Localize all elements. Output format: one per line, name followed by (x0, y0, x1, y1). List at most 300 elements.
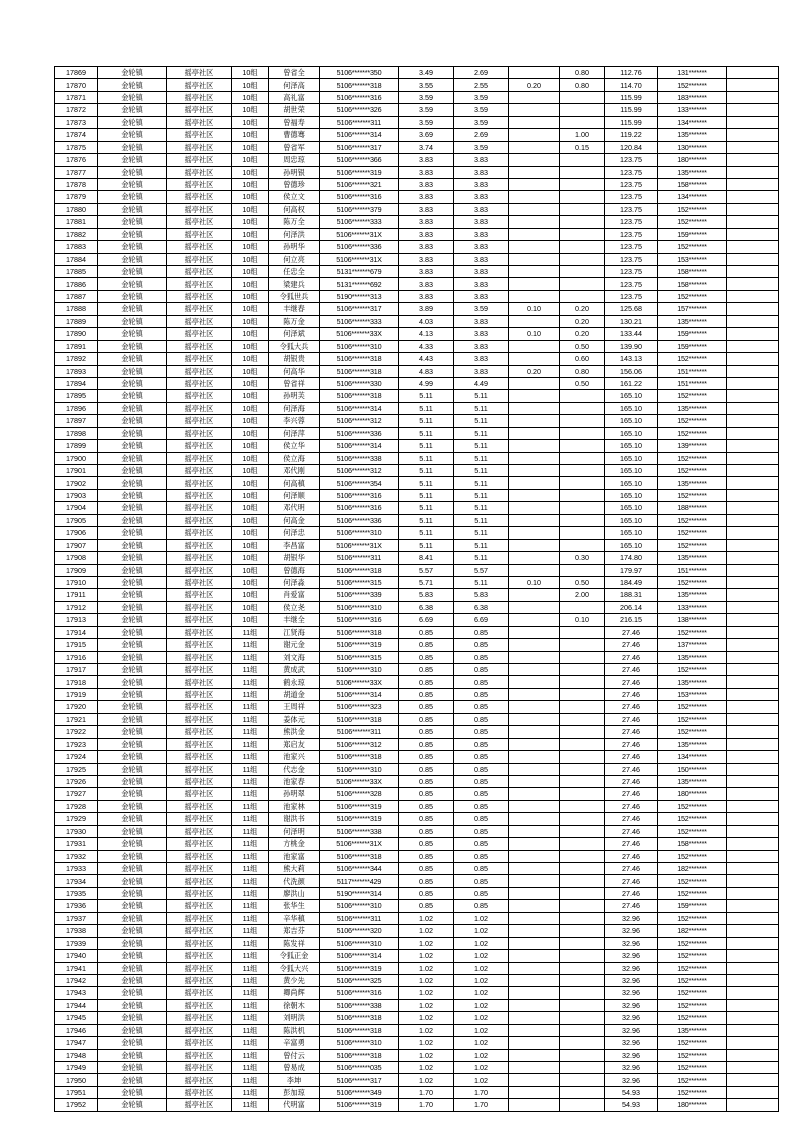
cell-amount3 (509, 813, 560, 825)
cell-amount4 (560, 751, 605, 763)
cell-town: 金轮镇 (98, 850, 167, 862)
cell-extra (727, 1024, 779, 1036)
table-row (55, 91, 779, 103)
cell-amount1: 5.71 (399, 576, 454, 588)
cell-amount2: 3.83 (454, 203, 509, 215)
cell-town: 金轮镇 (98, 502, 167, 514)
cell-extra (727, 328, 779, 340)
cell-amount1: 3.83 (399, 166, 454, 178)
cell-id-card: 5106*******315 (320, 651, 399, 663)
table-row (55, 502, 779, 514)
cell-id-card: 5117*******429 (320, 875, 399, 887)
cell-amount4 (560, 813, 605, 825)
cell-amount1: 3.74 (399, 141, 454, 153)
cell-id: 17929 (55, 813, 98, 825)
cell-extra (727, 79, 779, 91)
cell-id-card: 5106*******318 (320, 1012, 399, 1024)
cell-id-card: 5106*******318 (320, 390, 399, 402)
cell-amount5: 32.96 (605, 950, 658, 962)
cell-name: 何高权 (269, 203, 320, 215)
cell-name: 何泽海 (269, 402, 320, 414)
cell-group: 11组 (232, 1062, 269, 1074)
cell-town: 金轮镇 (98, 775, 167, 787)
cell-town: 金轮镇 (98, 688, 167, 700)
cell-amount4 (560, 887, 605, 899)
cell-town: 金轮镇 (98, 1086, 167, 1098)
cell-amount1: 3.89 (399, 303, 454, 315)
cell-town: 金轮镇 (98, 838, 167, 850)
cell-amount3 (509, 216, 560, 228)
cell-amount4 (560, 601, 605, 613)
cell-name: 胡世荣 (269, 104, 320, 116)
cell-amount5: 27.46 (605, 651, 658, 663)
cell-extra (727, 166, 779, 178)
cell-community: 摇亭社区 (167, 863, 232, 875)
cell-town: 金轮镇 (98, 91, 167, 103)
cell-town: 金轮镇 (98, 340, 167, 352)
cell-amount3 (509, 974, 560, 986)
cell-town: 金轮镇 (98, 987, 167, 999)
table-row (55, 465, 779, 477)
cell-id: 17922 (55, 726, 98, 738)
cell-extra (727, 415, 779, 427)
cell-amount4: 0.20 (560, 315, 605, 327)
cell-id: 17940 (55, 950, 98, 962)
cell-id: 17915 (55, 639, 98, 651)
cell-group: 10组 (232, 477, 269, 489)
table-row (55, 825, 779, 837)
cell-name: 熊洪金 (269, 726, 320, 738)
cell-group: 11组 (232, 788, 269, 800)
cell-extra (727, 863, 779, 875)
cell-amount3 (509, 552, 560, 564)
cell-extra (727, 465, 779, 477)
cell-bank-account: 133******* (658, 104, 727, 116)
cell-bank-account: 182******* (658, 925, 727, 937)
cell-amount2: 0.85 (454, 738, 509, 750)
cell-bank-account: 183******* (658, 91, 727, 103)
cell-amount3 (509, 440, 560, 452)
table-row (55, 241, 779, 253)
cell-id: 17936 (55, 900, 98, 912)
cell-community: 摇亭社区 (167, 166, 232, 178)
cell-community: 摇亭社区 (167, 141, 232, 153)
cell-amount3 (509, 514, 560, 526)
cell-amount1: 1.02 (399, 950, 454, 962)
cell-town: 金轮镇 (98, 191, 167, 203)
cell-amount5: 115.99 (605, 104, 658, 116)
cell-town: 金轮镇 (98, 763, 167, 775)
cell-amount2: 1.02 (454, 974, 509, 986)
cell-group: 11组 (232, 726, 269, 738)
cell-community: 摇亭社区 (167, 564, 232, 576)
cell-id-card: 5106*******312 (320, 465, 399, 477)
cell-amount4 (560, 1012, 605, 1024)
cell-group: 11组 (232, 863, 269, 875)
cell-id: 17918 (55, 676, 98, 688)
cell-amount3 (509, 688, 560, 700)
cell-id-card: 5106*******31X (320, 253, 399, 265)
cell-amount1: 3.83 (399, 290, 454, 302)
cell-community: 摇亭社区 (167, 1074, 232, 1086)
cell-id-card: 5106*******318 (320, 79, 399, 91)
cell-id-card: 5106*******311 (320, 912, 399, 924)
cell-town: 金轮镇 (98, 116, 167, 128)
cell-name: 梁建兵 (269, 278, 320, 290)
cell-id: 17885 (55, 266, 98, 278)
cell-amount3 (509, 863, 560, 875)
cell-group: 11组 (232, 838, 269, 850)
cell-group: 10组 (232, 116, 269, 128)
cell-group: 11组 (232, 651, 269, 663)
cell-id-card: 5106*******319 (320, 962, 399, 974)
cell-amount5: 156.06 (605, 365, 658, 377)
cell-amount5: 123.75 (605, 216, 658, 228)
cell-bank-account: 152******* (658, 353, 727, 365)
cell-amount4: 0.50 (560, 576, 605, 588)
cell-id: 17896 (55, 402, 98, 414)
cell-amount3 (509, 999, 560, 1011)
cell-community: 摇亭社区 (167, 763, 232, 775)
cell-town: 金轮镇 (98, 614, 167, 626)
cell-amount3 (509, 838, 560, 850)
cell-amount2: 0.85 (454, 863, 509, 875)
cell-extra (727, 925, 779, 937)
cell-extra (727, 427, 779, 439)
cell-amount2: 6.38 (454, 601, 509, 613)
cell-id: 17910 (55, 576, 98, 588)
cell-town: 金轮镇 (98, 141, 167, 153)
cell-community: 摇亭社区 (167, 713, 232, 725)
cell-community: 摇亭社区 (167, 440, 232, 452)
cell-amount3 (509, 527, 560, 539)
cell-name: 令狐大兴 (269, 962, 320, 974)
cell-bank-account: 152******* (658, 489, 727, 501)
cell-amount2: 0.85 (454, 676, 509, 688)
cell-id: 17933 (55, 863, 98, 875)
cell-amount4 (560, 1099, 605, 1111)
table-row (55, 875, 779, 887)
cell-bank-account: 152******* (658, 701, 727, 713)
cell-id: 17952 (55, 1099, 98, 1111)
cell-town: 金轮镇 (98, 1074, 167, 1086)
cell-id-card: 5190*******314 (320, 887, 399, 899)
cell-town: 金轮镇 (98, 813, 167, 825)
table-row (55, 900, 779, 912)
cell-amount2: 1.02 (454, 987, 509, 999)
cell-extra (727, 377, 779, 389)
cell-id-card: 5106*******316 (320, 987, 399, 999)
cell-amount5: 165.10 (605, 502, 658, 514)
cell-amount1: 0.85 (399, 825, 454, 837)
cell-town: 金轮镇 (98, 402, 167, 414)
cell-id-card: 5106*******310 (320, 1037, 399, 1049)
cell-name: 曾德海 (269, 564, 320, 576)
cell-amount1: 1.02 (399, 1024, 454, 1036)
cell-bank-account: 135******* (658, 552, 727, 564)
cell-name: 令狐大兵 (269, 340, 320, 352)
cell-amount5: 123.75 (605, 241, 658, 253)
cell-amount5: 165.10 (605, 514, 658, 526)
table-row (55, 278, 779, 290)
cell-bank-account: 152******* (658, 452, 727, 464)
cell-amount2: 6.69 (454, 614, 509, 626)
cell-amount5: 184.49 (605, 576, 658, 588)
cell-amount1: 0.85 (399, 763, 454, 775)
table-row (55, 315, 779, 327)
cell-name: 姜体元 (269, 713, 320, 725)
cell-id: 17930 (55, 825, 98, 837)
cell-id-card: 5106*******31X (320, 228, 399, 240)
cell-bank-account: 152******* (658, 937, 727, 949)
cell-name: 侯立尧 (269, 601, 320, 613)
cell-community: 摇亭社区 (167, 527, 232, 539)
cell-bank-account: 134******* (658, 191, 727, 203)
cell-group: 10组 (232, 377, 269, 389)
cell-bank-account: 153******* (658, 688, 727, 700)
cell-amount3 (509, 402, 560, 414)
cell-id-card: 5106*******318 (320, 1024, 399, 1036)
cell-amount2: 5.11 (454, 402, 509, 414)
cell-bank-account: 152******* (658, 974, 727, 986)
cell-community: 摇亭社区 (167, 601, 232, 613)
cell-amount2: 5.11 (454, 527, 509, 539)
cell-amount2: 0.85 (454, 838, 509, 850)
cell-extra (727, 216, 779, 228)
cell-name: 何泽明 (269, 825, 320, 837)
cell-amount5: 27.46 (605, 825, 658, 837)
cell-amount4 (560, 999, 605, 1011)
cell-bank-account: 158******* (658, 838, 727, 850)
cell-amount3 (509, 166, 560, 178)
cell-amount2: 5.11 (454, 539, 509, 551)
table-row (55, 353, 779, 365)
cell-name: 丰继全 (269, 614, 320, 626)
cell-amount4 (560, 651, 605, 663)
cell-community: 摇亭社区 (167, 788, 232, 800)
cell-amount4 (560, 1049, 605, 1061)
cell-id-card: 5106*******330 (320, 377, 399, 389)
table-row (55, 178, 779, 190)
cell-amount5: 32.96 (605, 925, 658, 937)
cell-community: 摇亭社区 (167, 154, 232, 166)
cell-bank-account: 131******* (658, 67, 727, 79)
cell-town: 金轮镇 (98, 1012, 167, 1024)
cell-name: 谢洪书 (269, 813, 320, 825)
cell-extra (727, 576, 779, 588)
cell-id: 17880 (55, 203, 98, 215)
cell-amount2: 3.59 (454, 91, 509, 103)
cell-id-card: 5106*******339 (320, 589, 399, 601)
cell-group: 10组 (232, 129, 269, 141)
cell-name: 代志金 (269, 763, 320, 775)
cell-amount3 (509, 800, 560, 812)
cell-town: 金轮镇 (98, 1062, 167, 1074)
table-row (55, 390, 779, 402)
cell-amount5: 123.75 (605, 266, 658, 278)
cell-community: 摇亭社区 (167, 539, 232, 551)
cell-amount4 (560, 290, 605, 302)
cell-amount3 (509, 502, 560, 514)
cell-amount1: 5.57 (399, 564, 454, 576)
cell-bank-account: 152******* (658, 962, 727, 974)
cell-amount2: 0.85 (454, 887, 509, 899)
cell-amount3 (509, 104, 560, 116)
cell-amount5: 115.99 (605, 116, 658, 128)
cell-id-card: 5106*******318 (320, 713, 399, 725)
cell-amount2: 3.59 (454, 303, 509, 315)
table-row (55, 850, 779, 862)
cell-amount5: 54.93 (605, 1086, 658, 1098)
cell-id: 17931 (55, 838, 98, 850)
cell-group: 10组 (232, 502, 269, 514)
cell-community: 摇亭社区 (167, 987, 232, 999)
cell-amount3 (509, 377, 560, 389)
cell-town: 金轮镇 (98, 440, 167, 452)
cell-amount2: 3.83 (454, 216, 509, 228)
cell-amount5: 123.75 (605, 178, 658, 190)
cell-name: 李坤 (269, 1074, 320, 1086)
cell-amount1: 1.02 (399, 999, 454, 1011)
cell-name: 曾易成 (269, 1062, 320, 1074)
cell-amount5: 27.46 (605, 900, 658, 912)
cell-town: 金轮镇 (98, 788, 167, 800)
cell-amount1: 6.38 (399, 601, 454, 613)
cell-id: 17869 (55, 67, 98, 79)
cell-group: 11组 (232, 825, 269, 837)
cell-amount5: 188.31 (605, 589, 658, 601)
cell-amount4 (560, 763, 605, 775)
cell-group: 10组 (232, 216, 269, 228)
table-row (55, 639, 779, 651)
cell-id-card: 5106*******318 (320, 751, 399, 763)
cell-amount3 (509, 129, 560, 141)
cell-name: 郑吉芬 (269, 925, 320, 937)
cell-bank-account: 152******* (658, 726, 727, 738)
cell-community: 摇亭社区 (167, 962, 232, 974)
table-row (55, 489, 779, 501)
cell-community: 摇亭社区 (167, 353, 232, 365)
cell-id: 17942 (55, 974, 98, 986)
cell-town: 金轮镇 (98, 154, 167, 166)
cell-extra (727, 950, 779, 962)
cell-extra (727, 626, 779, 638)
cell-community: 摇亭社区 (167, 912, 232, 924)
cell-community: 摇亭社区 (167, 676, 232, 688)
cell-group: 10组 (232, 564, 269, 576)
cell-name: 黄成武 (269, 664, 320, 676)
cell-community: 摇亭社区 (167, 900, 232, 912)
cell-id-card: 5106*******319 (320, 813, 399, 825)
cell-id: 17912 (55, 601, 98, 613)
cell-amount3 (509, 116, 560, 128)
cell-group: 11组 (232, 875, 269, 887)
cell-extra (727, 875, 779, 887)
cell-id: 17947 (55, 1037, 98, 1049)
cell-group: 11组 (232, 925, 269, 937)
cell-extra (727, 514, 779, 526)
cell-amount3 (509, 415, 560, 427)
cell-extra (727, 974, 779, 986)
table-row (55, 427, 779, 439)
cell-name: 孙明银 (269, 166, 320, 178)
cell-amount5: 27.46 (605, 701, 658, 713)
cell-town: 金轮镇 (98, 253, 167, 265)
cell-extra (727, 887, 779, 899)
cell-extra (727, 1099, 779, 1111)
table-row (55, 104, 779, 116)
cell-amount4: 0.20 (560, 303, 605, 315)
cell-name: 江贤海 (269, 626, 320, 638)
cell-id: 17950 (55, 1074, 98, 1086)
cell-group: 11组 (232, 987, 269, 999)
cell-amount1: 0.85 (399, 838, 454, 850)
cell-amount5: 114.70 (605, 79, 658, 91)
cell-amount5: 115.99 (605, 91, 658, 103)
cell-community: 摇亭社区 (167, 738, 232, 750)
cell-amount5: 27.46 (605, 626, 658, 638)
cell-amount1: 1.02 (399, 937, 454, 949)
cell-amount5: 123.75 (605, 253, 658, 265)
cell-id-card: 5106*******320 (320, 925, 399, 937)
cell-amount3 (509, 626, 560, 638)
cell-amount5: 165.10 (605, 489, 658, 501)
cell-amount4 (560, 800, 605, 812)
table-row (55, 701, 779, 713)
cell-community: 摇亭社区 (167, 91, 232, 103)
cell-extra (727, 191, 779, 203)
cell-amount1: 5.11 (399, 502, 454, 514)
cell-amount5: 165.10 (605, 402, 658, 414)
cell-bank-account: 157******* (658, 303, 727, 315)
cell-amount2: 0.85 (454, 850, 509, 862)
cell-name: 令狐正金 (269, 950, 320, 962)
cell-bank-account: 152******* (658, 887, 727, 899)
table-row (55, 614, 779, 626)
cell-town: 金轮镇 (98, 465, 167, 477)
cell-amount2: 0.85 (454, 825, 509, 837)
cell-amount5: 165.10 (605, 390, 658, 402)
cell-name: 刘文海 (269, 651, 320, 663)
table-row (55, 1037, 779, 1049)
cell-amount1: 3.59 (399, 104, 454, 116)
cell-extra (727, 365, 779, 377)
table-row (55, 1074, 779, 1086)
cell-group: 11组 (232, 974, 269, 986)
table-row (55, 713, 779, 725)
cell-amount2: 1.02 (454, 925, 509, 937)
cell-name: 胡银华 (269, 552, 320, 564)
cell-town: 金轮镇 (98, 228, 167, 240)
cell-amount4 (560, 266, 605, 278)
cell-town: 金轮镇 (98, 912, 167, 924)
cell-id: 17892 (55, 353, 98, 365)
cell-community: 摇亭社区 (167, 937, 232, 949)
cell-amount1: 0.85 (399, 713, 454, 725)
cell-extra (727, 937, 779, 949)
cell-bank-account: 152******* (658, 950, 727, 962)
cell-amount4 (560, 91, 605, 103)
cell-id: 17879 (55, 191, 98, 203)
cell-community: 摇亭社区 (167, 626, 232, 638)
cell-town: 金轮镇 (98, 800, 167, 812)
cell-amount4 (560, 415, 605, 427)
cell-amount4 (560, 203, 605, 215)
cell-name: 曹德骞 (269, 129, 320, 141)
cell-extra (727, 315, 779, 327)
cell-name: 侯立海 (269, 452, 320, 464)
cell-town: 金轮镇 (98, 489, 167, 501)
